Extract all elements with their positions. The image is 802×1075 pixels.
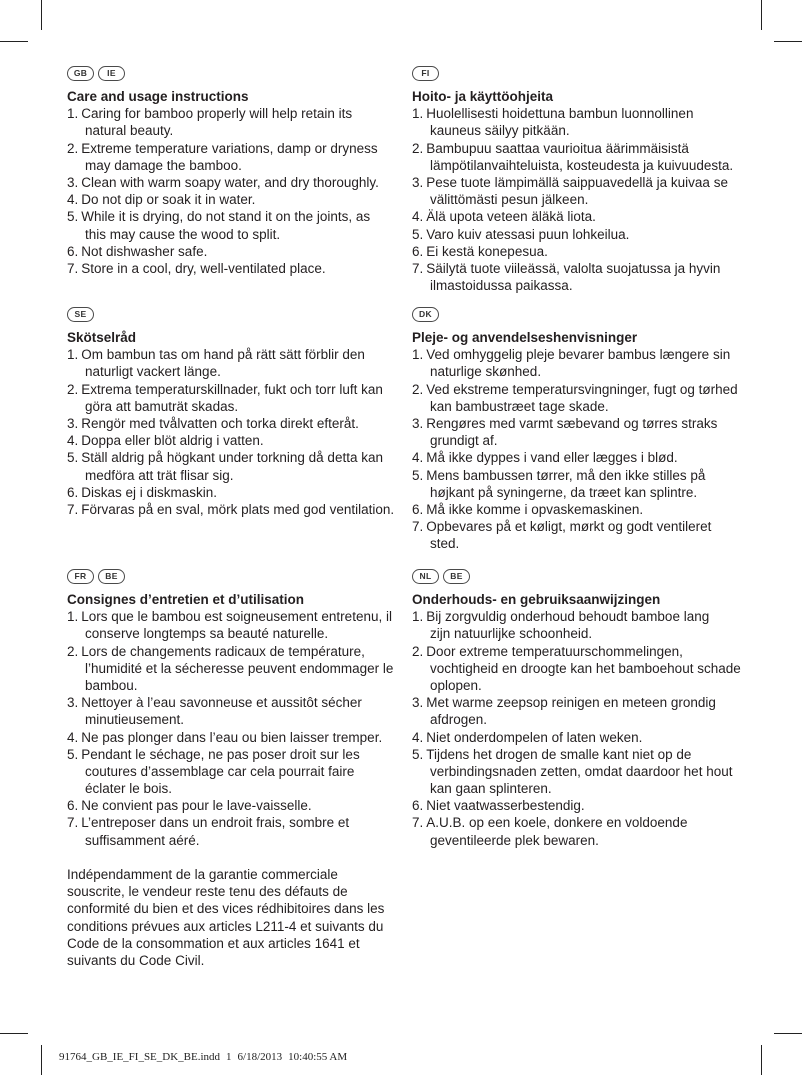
item-first-line	[412, 174, 792, 191]
item-text: Diskas ej i diskmaskin.	[81, 484, 218, 500]
section-fr-be	[67, 569, 407, 969]
item-number: 7.	[412, 260, 424, 276]
item-number: 4.	[412, 450, 424, 466]
item-first-line	[67, 346, 407, 363]
item-text: Extrema temperaturskillnader, fukt och torr luft kan	[81, 381, 383, 397]
language-badges	[412, 569, 792, 584]
item-text: Må ikke komme i opvaskemaskinen.	[426, 501, 644, 517]
notice-line: souscrite, le vendeur reste tenu des défauts de	[67, 884, 348, 900]
item-text-continued: oplopen.	[430, 677, 482, 693]
slug-date: 6/18/2013	[237, 1051, 283, 1063]
list-item	[67, 814, 407, 848]
list-item	[67, 694, 407, 728]
item-text: Rengör med tvålvatten och torka direkt efteråt.	[81, 415, 359, 431]
item-first-line	[412, 694, 792, 711]
item-first-line	[412, 260, 792, 277]
item-first-line	[67, 105, 407, 122]
item-number: 5.	[412, 467, 424, 483]
item-number: 5.	[67, 450, 79, 466]
item-text-continued: this may cause the wood to split.	[85, 226, 281, 242]
item-number: 4.	[67, 433, 79, 449]
item-first-line	[67, 501, 407, 518]
item-first-line	[412, 449, 792, 466]
item-text: Met warme zeepsop reinigen en meteen grondig	[426, 695, 716, 711]
item-first-line	[412, 208, 792, 225]
section-se	[67, 307, 407, 518]
list-item	[67, 449, 407, 483]
item-text: Rengøres med varmt sæbevand og tørres straks	[426, 415, 718, 431]
item-text-continued: kauneus säilyy pitkään.	[430, 123, 570, 139]
item-text-continued: göra att bamuträt skadas.	[85, 398, 239, 414]
item-text-continued: zijn natuurlijke schoonheid.	[430, 626, 593, 642]
item-text-continued: natural beauty.	[85, 123, 174, 139]
list-item	[67, 105, 407, 139]
item-text: Niet onderdompelen of laten weken.	[426, 729, 643, 745]
item-number: 2.	[412, 381, 424, 397]
item-first-line	[412, 746, 792, 763]
item-number: 2.	[67, 140, 79, 156]
item-text: Clean with warm soapy water, and dry thoroughly.	[81, 174, 379, 190]
item-text-continued: vochtigheid en droogte kan het bamboehout schade	[430, 660, 741, 676]
item-number: 7.	[67, 260, 79, 276]
item-first-line	[67, 432, 407, 449]
list-item	[412, 729, 792, 746]
crop-mark	[774, 41, 802, 42]
print-slug	[59, 1051, 347, 1064]
item-first-line	[412, 814, 792, 831]
item-number: 2.	[67, 381, 79, 397]
list-item	[67, 729, 407, 746]
section-dk	[412, 307, 792, 552]
list-item	[412, 140, 792, 174]
item-text: Pese tuote lämpimällä saippuavedellä ja kuivaa se	[426, 174, 728, 190]
list-item	[412, 608, 792, 642]
item-text: Lors de changements radicaux de température,	[81, 643, 365, 659]
item-text: Ved ekstreme temperatursvingninger, fugt og tørhed	[426, 381, 738, 397]
item-text-continued: éclater le bois.	[85, 781, 173, 797]
item-text-continued: naturlige skønhed.	[430, 364, 542, 380]
item-first-line	[67, 208, 407, 225]
item-number: 2.	[412, 643, 424, 659]
item-number: 1.	[67, 106, 79, 122]
crop-mark	[0, 41, 28, 42]
list-item	[67, 797, 407, 814]
list-item	[67, 140, 407, 174]
item-number: 5.	[67, 746, 79, 762]
item-text: A.U.B. op een koele, donkere en voldoende	[426, 815, 688, 831]
language-badge-fi: FI	[412, 66, 439, 81]
notice-line: conditions prévues aux articles L211-4 et suivants du	[67, 918, 384, 934]
item-first-line	[412, 346, 792, 363]
item-number: 3.	[67, 695, 79, 711]
list-item	[412, 467, 792, 501]
item-text-continued: afdrogen.	[430, 712, 488, 728]
item-first-line	[412, 381, 792, 398]
item-text: Store in a cool, dry, well-ventilated place.	[81, 260, 326, 276]
item-number: 7.	[67, 815, 79, 831]
list-item	[67, 415, 407, 432]
item-first-line	[412, 729, 792, 746]
item-number: 7.	[412, 815, 424, 831]
list-item	[412, 449, 792, 466]
item-text-continued: grundigt af.	[430, 433, 498, 449]
item-text: Må ikke dyppes i vand eller lægges i blød.	[426, 450, 678, 466]
section-title: Onderhouds- en gebruiksaanwijzingen	[412, 592, 661, 607]
notice-line: suivants du Code Civil.	[67, 952, 205, 968]
item-number: 5.	[67, 209, 79, 225]
list-item	[412, 208, 792, 225]
item-first-line	[67, 415, 407, 432]
slug-time: 10:40:55 AM	[288, 1051, 348, 1063]
list-item	[67, 484, 407, 501]
item-text: Bij zorgvuldig onderhoud behoudt bamboe lang	[426, 609, 710, 625]
item-number: 7.	[412, 519, 424, 535]
item-number: 4.	[67, 729, 79, 745]
item-first-line	[412, 243, 792, 260]
section-title: Care and usage instructions	[67, 89, 249, 104]
language-badges	[67, 569, 407, 584]
item-number: 1.	[412, 609, 424, 625]
item-number: 6.	[412, 798, 424, 814]
item-number: 4.	[412, 209, 424, 225]
item-number: 5.	[412, 746, 424, 762]
item-number: 3.	[412, 415, 424, 431]
section-title: Consignes d’entretien et d’utilisation	[67, 592, 305, 607]
item-text-continued: højkant på syningerne, da træet kan splintre.	[430, 484, 698, 500]
list-item	[67, 501, 407, 518]
language-badge-be: BE	[443, 569, 470, 584]
item-text: Do not dip or soak it in water.	[81, 192, 256, 208]
item-first-line	[412, 608, 792, 625]
section-title: Pleje- og anvendelseshenvisninger	[412, 330, 638, 345]
item-first-line	[67, 608, 407, 625]
list-item	[67, 191, 407, 208]
language-badges	[412, 307, 792, 322]
item-first-line	[412, 467, 792, 484]
list-item	[67, 643, 407, 695]
list-item	[412, 415, 792, 449]
item-first-line	[67, 191, 407, 208]
item-first-line	[67, 643, 407, 660]
notice-line: Code de la consommation et aux articles 1641 et	[67, 935, 360, 951]
item-first-line	[412, 226, 792, 243]
item-text: Nettoyer à l’eau savonneuse et aussitôt sécher	[81, 695, 362, 711]
list-item	[412, 797, 792, 814]
item-first-line	[67, 449, 407, 466]
list-item	[412, 746, 792, 798]
item-text: Pendant le séchage, ne pas poser droit sur les	[81, 746, 360, 762]
item-number: 6.	[412, 243, 424, 259]
language-badges	[67, 66, 407, 81]
item-text: While it is drying, do not stand it on the joints, as	[81, 209, 371, 225]
item-text: Ne pas plonger dans l’eau ou bien laisser tremper.	[81, 729, 383, 745]
item-text-continued: kan bambustræet tage skade.	[430, 398, 609, 414]
item-text-continued: verbindingsnaden zetten, omdat daardoor het hout	[430, 763, 733, 779]
language-badge-se: SE	[67, 307, 94, 322]
section-fi	[412, 66, 792, 294]
item-text: Ne convient pas pour le lave-vaisselle.	[81, 798, 312, 814]
language-badges	[67, 307, 407, 322]
item-text: Opbevares på et køligt, mørkt og godt ventileret	[426, 519, 712, 535]
item-first-line	[67, 797, 407, 814]
list-item	[67, 432, 407, 449]
item-text: Varo kuiv atessasi puun lohkeilua.	[426, 226, 630, 242]
list-item	[412, 501, 792, 518]
item-text: Not dishwasher safe.	[81, 243, 208, 259]
item-first-line	[67, 729, 407, 746]
list-item	[67, 746, 407, 798]
item-first-line	[412, 140, 792, 157]
item-text: Lors que le bambou est soigneusement entretenu, il	[81, 609, 392, 625]
item-text: Mens bambussen tørrer, må den ikke stilles på	[426, 467, 706, 483]
item-text-continued: geventileerde plek bewaren.	[430, 832, 599, 848]
item-number: 2.	[67, 643, 79, 659]
item-text: Huolellisesti hoidettuna bambun luonnollinen	[426, 106, 694, 122]
slug-page-number: 1	[226, 1051, 232, 1063]
crop-mark	[761, 0, 762, 30]
item-first-line	[67, 484, 407, 501]
item-text: Extreme temperature variations, damp or dryness	[81, 140, 378, 156]
item-first-line	[67, 243, 407, 260]
item-number: 4.	[67, 192, 79, 208]
item-number: 6.	[412, 501, 424, 517]
language-badge-ie: IE	[98, 66, 125, 81]
item-text-continued: naturligt vackert länge.	[85, 364, 221, 380]
list-item	[67, 174, 407, 191]
item-text-continued: coutures d’assemblage car cela pourrait faire	[85, 763, 355, 779]
item-text: Niet vaatwasserbestendig.	[426, 798, 585, 814]
language-badge-dk: DK	[412, 307, 439, 322]
list-item	[412, 518, 792, 552]
item-number: 4.	[412, 729, 424, 745]
item-first-line	[67, 381, 407, 398]
notice-line: conformité du bien et des vices rédhibitoires dans les	[67, 901, 385, 917]
crop-mark	[41, 1045, 42, 1075]
item-first-line	[67, 140, 407, 157]
list-item	[412, 105, 792, 139]
section-gb-ie	[67, 66, 407, 277]
slug-filename: 91764_GB_IE_FI_SE_DK_BE.indd	[59, 1051, 221, 1063]
item-text: Förvaras på en sval, mörk plats med god ventilation.	[81, 501, 395, 517]
item-number: 6.	[67, 243, 79, 259]
language-badge-nl: NL	[412, 569, 439, 584]
warranty-notice	[67, 866, 407, 969]
item-text-continued: medföra att trät flisar sig.	[85, 467, 234, 483]
language-badge-be: BE	[98, 569, 125, 584]
list-item	[412, 226, 792, 243]
item-first-line	[67, 694, 407, 711]
crop-mark	[774, 1033, 802, 1034]
list-item	[412, 260, 792, 294]
item-text: L’entreposer dans un endroit frais, sombre et	[81, 815, 350, 831]
item-number: 6.	[67, 484, 79, 500]
crop-mark	[761, 1045, 762, 1075]
item-number: 3.	[412, 695, 424, 711]
item-number: 1.	[412, 347, 424, 363]
item-number: 3.	[67, 174, 79, 190]
item-number: 1.	[67, 347, 79, 363]
notice-line: Indépendamment de la garantie commerciale	[67, 867, 338, 882]
item-number: 6.	[67, 798, 79, 814]
item-first-line	[412, 415, 792, 432]
item-text-continued: l’humidité et la sécheresse peuvent endommager le	[85, 660, 394, 676]
item-text-continued: minutieusement.	[85, 712, 185, 728]
list-item	[412, 346, 792, 380]
item-text: Ved omhyggelig pleje bevarer bambus længere sin	[426, 347, 731, 363]
list-item	[67, 608, 407, 642]
item-first-line	[412, 643, 792, 660]
item-text-continued: conserve longtemps sa beauté naturelle.	[85, 626, 329, 642]
item-first-line	[67, 814, 407, 831]
item-text: Älä upota veteen äläkä liota.	[426, 209, 596, 225]
crop-mark	[41, 0, 42, 30]
item-number: 2.	[412, 140, 424, 156]
item-first-line	[412, 797, 792, 814]
list-item	[412, 643, 792, 695]
item-text-continued: suffisamment aéré.	[85, 832, 200, 848]
list-item	[67, 208, 407, 242]
item-first-line	[67, 746, 407, 763]
item-first-line	[412, 105, 792, 122]
item-first-line	[412, 518, 792, 535]
item-number: 5.	[412, 226, 424, 242]
list-item	[412, 174, 792, 208]
item-text-continued: may damage the bamboo.	[85, 157, 242, 173]
list-item	[412, 381, 792, 415]
crop-mark	[0, 1033, 28, 1034]
language-badges	[412, 66, 792, 81]
item-text-continued: bambou.	[85, 677, 138, 693]
item-text-continued: sted.	[430, 536, 460, 552]
item-first-line	[412, 501, 792, 518]
item-text: Ställ aldrig på högkant under torkning då detta kan	[81, 450, 383, 466]
item-number: 3.	[412, 174, 424, 190]
item-number: 7.	[67, 501, 79, 517]
list-item	[67, 243, 407, 260]
item-text: Doppa eller blöt aldrig i vatten.	[81, 433, 264, 449]
item-text: Bambupuu saattaa vaurioitua äärimmäisistä	[426, 140, 689, 156]
language-badge-gb: GB	[67, 66, 94, 81]
list-item	[412, 694, 792, 728]
section-nl-be	[412, 569, 792, 849]
item-first-line	[67, 260, 407, 277]
item-text: Door extreme temperatuurschommelingen,	[426, 643, 683, 659]
item-first-line	[67, 174, 407, 191]
list-item	[412, 243, 792, 260]
item-text-continued: kan gaan splinteren.	[430, 781, 552, 797]
item-text: Ei kestä konepesua.	[426, 243, 548, 259]
item-number: 3.	[67, 415, 79, 431]
item-text-continued: lämpötilanvaihteluista, kosteudesta ja kuivuudesta.	[430, 157, 734, 173]
list-item	[412, 814, 792, 848]
list-item	[67, 260, 407, 277]
item-number: 1.	[67, 609, 79, 625]
list-item	[67, 346, 407, 380]
section-title: Hoito- ja käyttöohjeita	[412, 89, 554, 104]
list-item	[67, 381, 407, 415]
language-badge-fr: FR	[67, 569, 94, 584]
item-text: Caring for bamboo properly will help retain its	[81, 106, 353, 122]
item-number: 1.	[412, 106, 424, 122]
item-text: Om bambun tas om hand på rätt sätt förblir den	[81, 347, 365, 363]
item-text-continued: ilmastoidussa paikassa.	[430, 278, 573, 294]
item-text-continued: välittömästi pesun jälkeen.	[430, 192, 589, 208]
item-text: Säilytä tuote viileässä, valolta suojatussa ja hyvin	[426, 260, 721, 276]
item-text: Tijdens het drogen de smalle kant niet op de	[426, 746, 692, 762]
section-title: Skötselråd	[67, 330, 137, 345]
